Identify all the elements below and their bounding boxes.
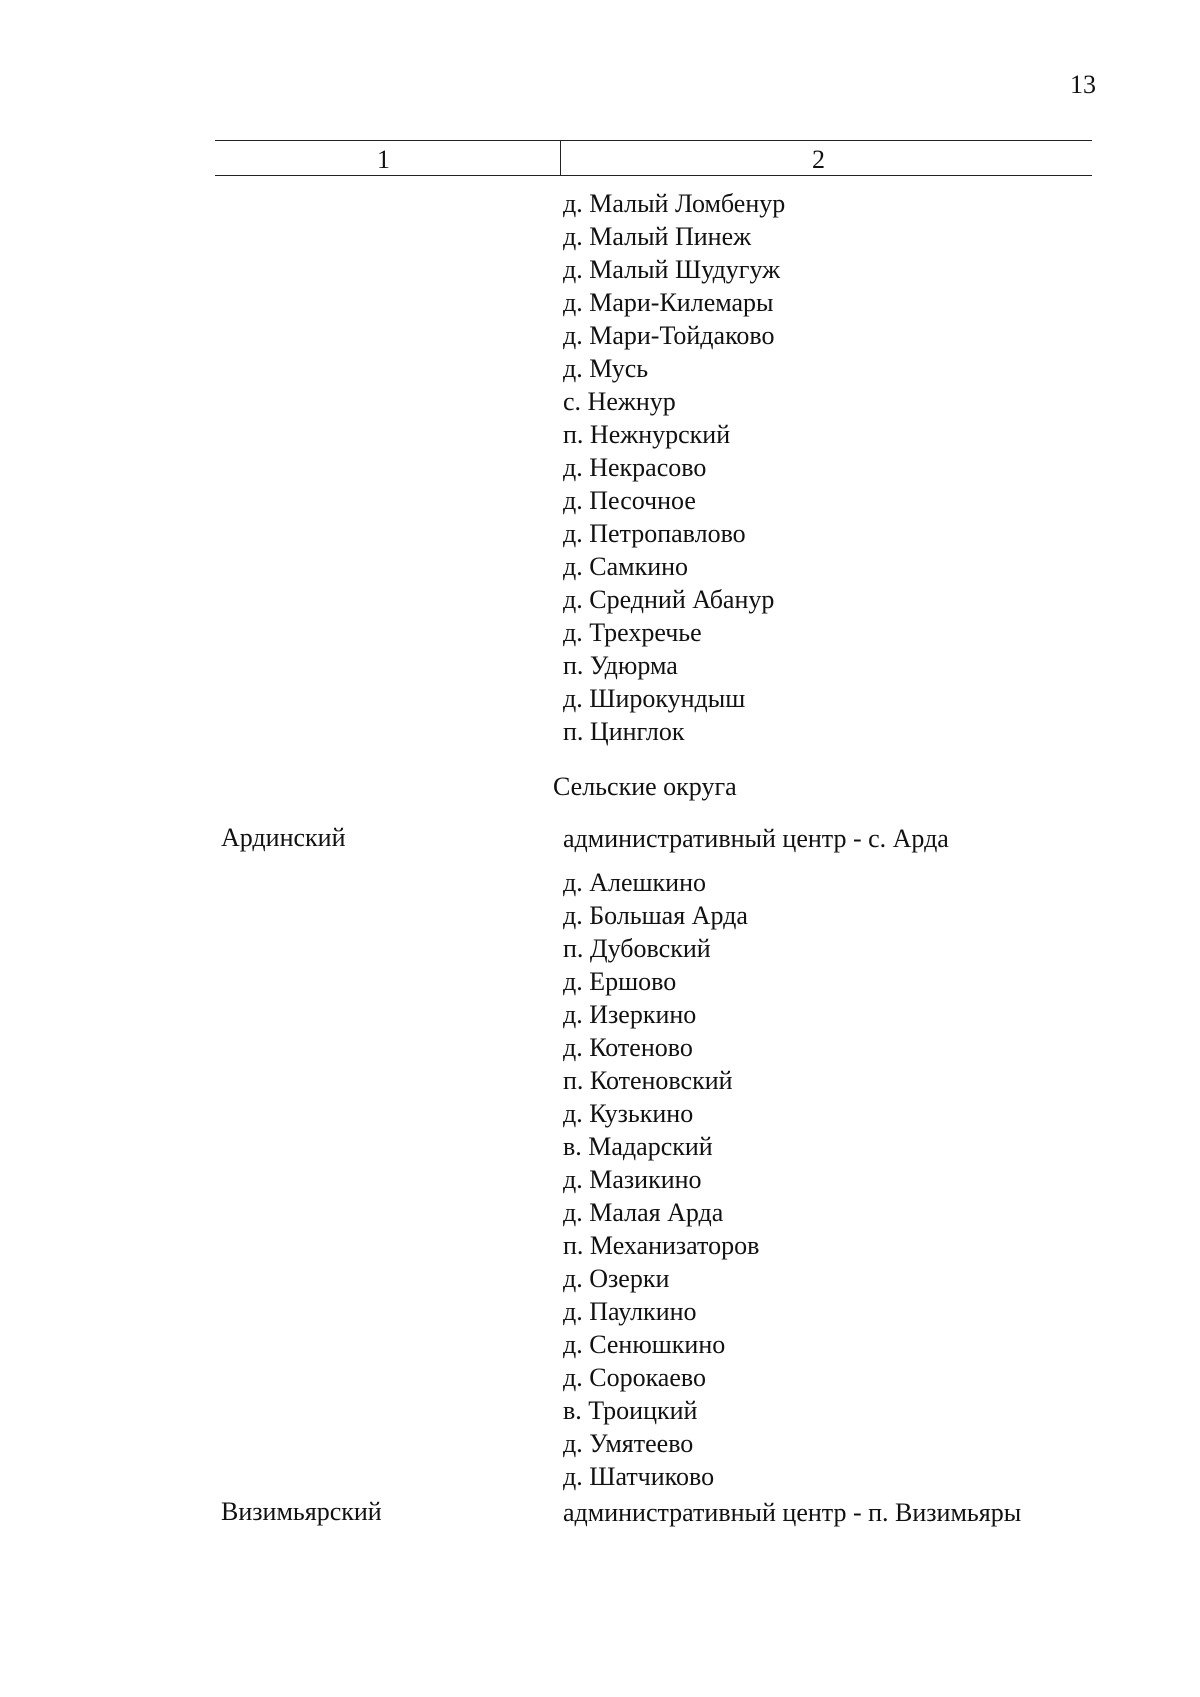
list-item: д. Сенюшкино (563, 1330, 726, 1359)
list-item: д. Паулкино (563, 1297, 697, 1326)
table-header-divider (560, 140, 561, 176)
administrative-center: административный центр - с. Арда (563, 824, 949, 853)
administrative-center: административный центр - п. Визимьяры (563, 1498, 1022, 1527)
list-item: с. Нежнур (563, 387, 676, 416)
list-item: п. Нежнурский (563, 420, 731, 449)
list-item: д. Кузькино (563, 1099, 694, 1128)
list-item: д. Алешкино (563, 868, 706, 897)
list-item: д. Изеркино (563, 1000, 697, 1029)
list-item: д. Малая Арда (563, 1198, 724, 1227)
page-number: 13 (1070, 70, 1096, 99)
settlement-list-continued (563, 187, 785, 748)
list-item: д. Средний Абанур (563, 585, 775, 614)
list-item: д. Котеново (563, 1033, 693, 1062)
list-item: д. Песочное (563, 486, 696, 515)
list-item: д. Самкино (563, 552, 689, 581)
list-item: п. Цинглок (563, 717, 685, 746)
table-header-col1: 1 (377, 145, 390, 174)
district-name: Ардинский (221, 823, 346, 852)
list-item: в. Мадарский (563, 1132, 713, 1161)
list-item: д. Большая Арда (563, 901, 748, 930)
list-item: д. Малый Шудугуж (563, 255, 781, 284)
list-item: в. Троицкий (563, 1396, 698, 1425)
list-item: д. Малый Ломбенур (563, 189, 786, 218)
list-item: д. Озерки (563, 1264, 670, 1293)
table-header-top-rule (215, 140, 1092, 141)
list-item: д. Мари-Тойдаково (563, 321, 775, 350)
list-item: п. Котеновский (563, 1066, 733, 1095)
list-item: д. Шатчиково (563, 1462, 715, 1491)
list-item: д. Мазикино (563, 1165, 702, 1194)
list-item: д. Сорокаево (563, 1363, 706, 1392)
list-item: д. Широкундыш (563, 684, 746, 713)
district-name: Визимьярский (221, 1497, 382, 1526)
list-item: д. Мари-Килемары (563, 288, 774, 317)
list-item: п. Дубовский (563, 934, 711, 963)
table-header-bottom-rule (215, 175, 1092, 176)
list-item: п. Механизаторов (563, 1231, 760, 1260)
list-item: п. Удюрма (563, 651, 678, 680)
list-item: д. Малый Пинеж (563, 222, 752, 251)
list-item: д. Трехречье (563, 618, 702, 647)
list-item: д. Ершово (563, 967, 677, 996)
table-header-col2: 2 (812, 145, 825, 174)
settlement-list-ardinsky (563, 866, 759, 1493)
list-item: д. Умятеево (563, 1429, 694, 1458)
list-item: д. Мусь (563, 354, 649, 383)
list-item: д. Некрасово (563, 453, 707, 482)
section-title: Сельские округа (553, 772, 737, 801)
list-item: д. Петропавлово (563, 519, 746, 548)
